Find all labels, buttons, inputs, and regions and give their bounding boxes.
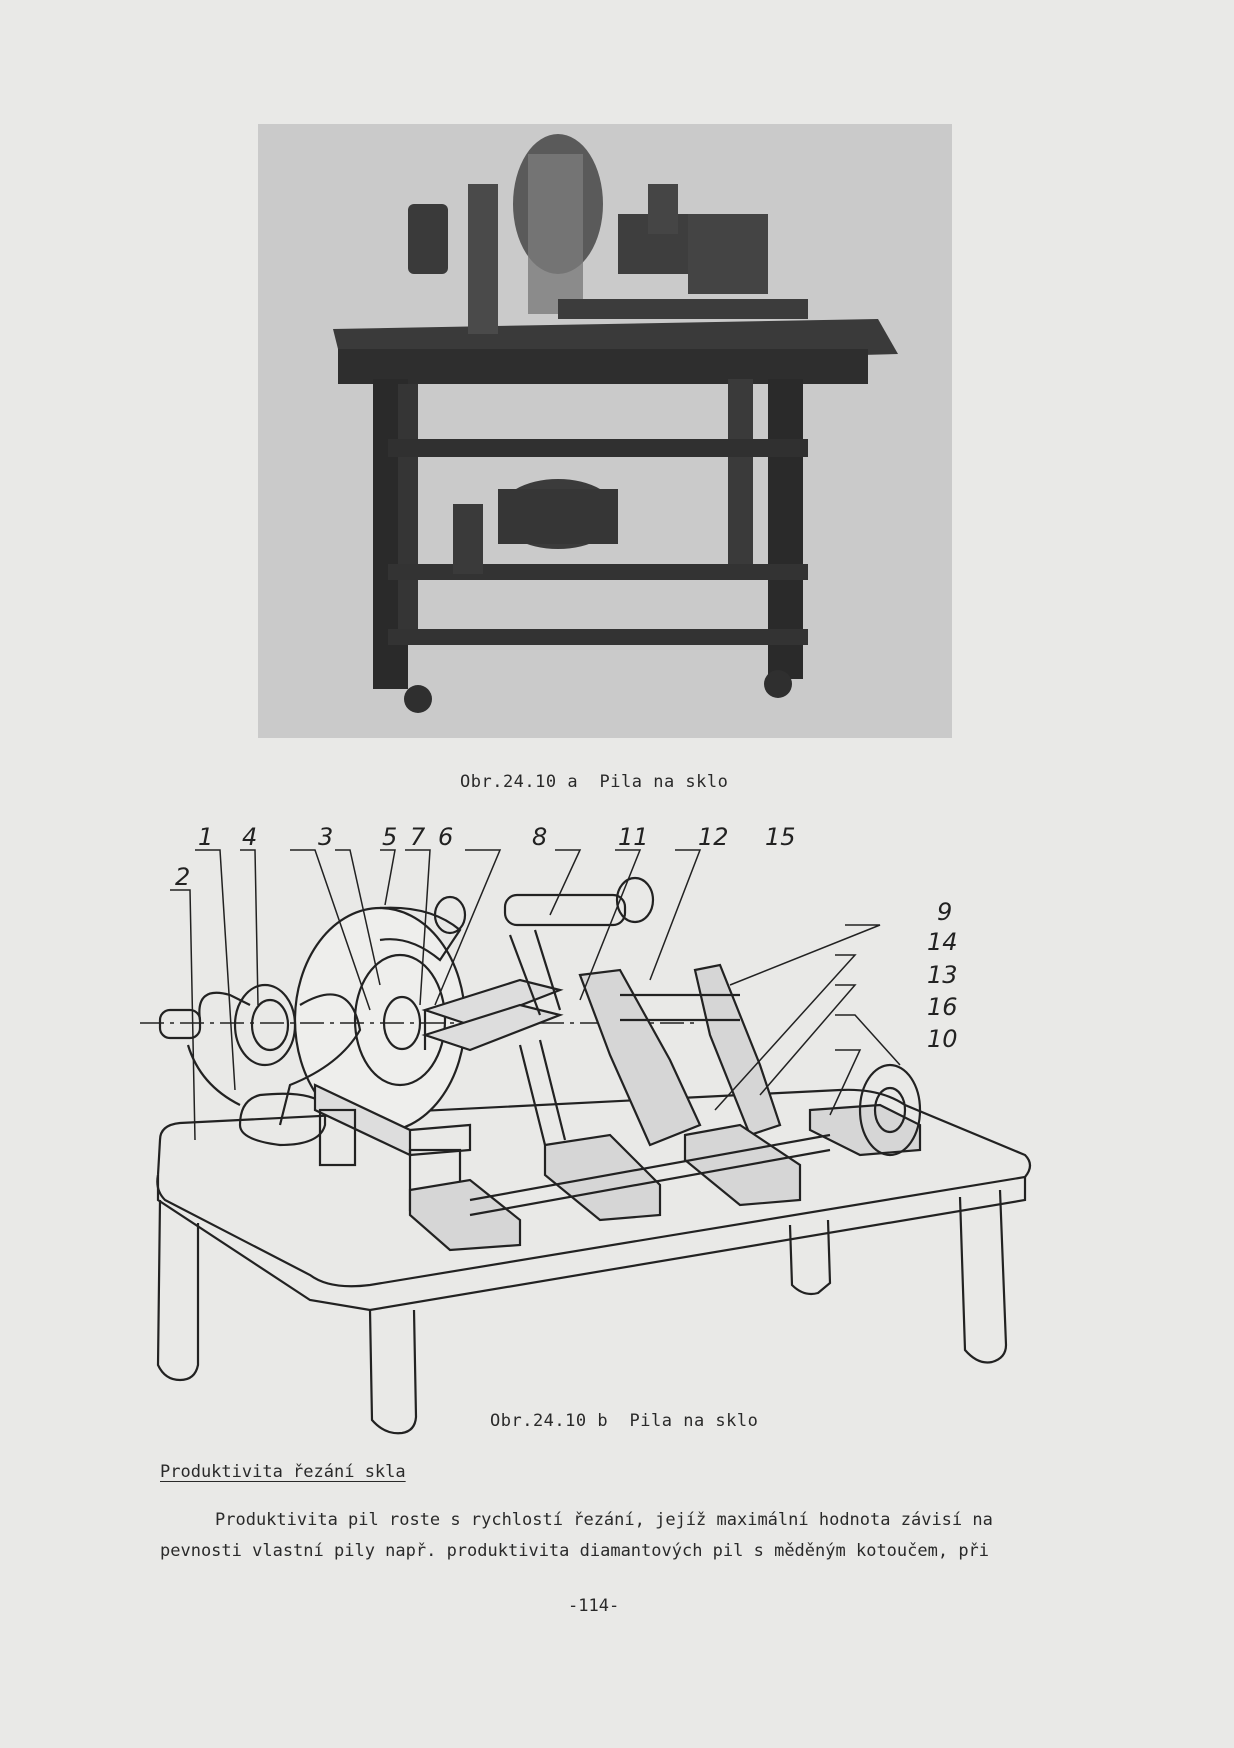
diagram-label-7: 7 [410,823,426,851]
diagram-label-4: 4 [242,823,258,851]
diagram-label-3: 3 [318,823,334,851]
diagram-label-8: 8 [532,823,548,851]
glass-saw-diagram-drawing [140,805,1040,1435]
body-paragraph [160,1505,1080,1567]
diagram-label-2: 2 [175,863,191,891]
body-line-1: Produktivita pil roste s rychlostí řezání, jejíž maximální hodnota závisí na [215,1510,993,1530]
page-number: -114- [568,1596,620,1616]
figure-b-caption: Obr.24.10 b Pila na sklo [490,1411,759,1431]
diagram-label-10: 10 [927,1025,958,1053]
figure-a-caption: Obr.24.10 a Pila na sklo [460,772,729,792]
body-line-2: pevnosti vlastní pily např. produktivita diamantových pil s měděným kotoučem, při [160,1541,990,1561]
diagram-label-11: 11 [618,823,649,851]
diagram-label-14: 14 [927,928,958,956]
glass-saw-photo-drawing [258,124,952,738]
diagram-label-12: 12 [698,823,729,851]
glass-saw-photo [258,124,952,738]
diagram-label-15: 15 [765,823,796,851]
diagram-label-16: 16 [927,993,958,1021]
diagram-label-5: 5 [382,823,398,851]
glass-saw-diagram [140,805,1040,1435]
diagram-label-1: 1 [198,823,214,851]
diagram-label-13: 13 [927,961,958,989]
diagram-label-9: 9 [937,898,953,926]
diagram-label-6: 6 [438,823,454,851]
section-heading: Produktivita řezání skla [160,1462,406,1482]
